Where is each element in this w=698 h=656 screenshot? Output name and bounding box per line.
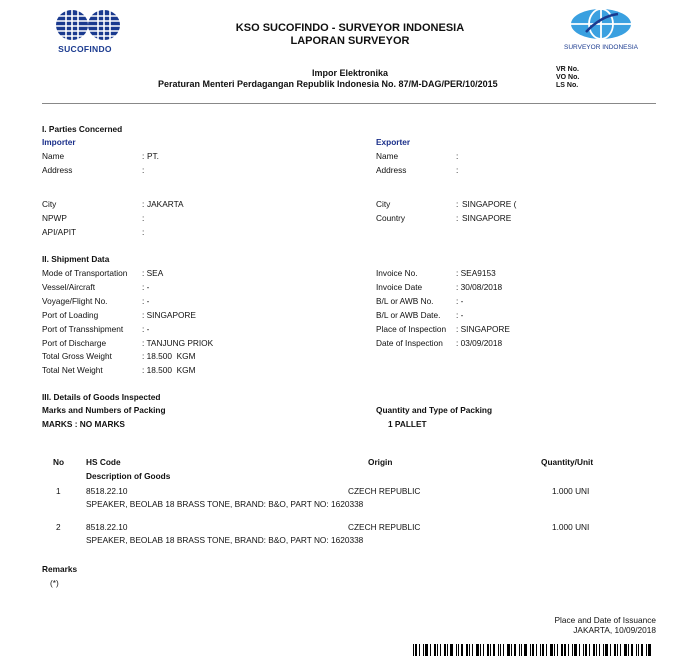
importer-address-colon: :: [142, 165, 145, 175]
importer-name-label: Name: [42, 151, 65, 161]
shipment-right-value: : -: [456, 310, 464, 320]
shipment-left-label: Port of Discharge: [42, 338, 107, 348]
shipment-left-value: : SEA: [142, 268, 164, 278]
shipment-left-value-text: SEA: [146, 268, 164, 278]
barcode-bar: [498, 644, 499, 656]
surveyor-logo-text: SURVEYOR INDONESIA: [564, 44, 638, 51]
barcode-bar: [610, 644, 611, 656]
exporter-city-label: City: [376, 199, 391, 209]
remarks-heading: Remarks: [42, 564, 78, 574]
shipment-left-label: Mode of Transportation: [42, 268, 128, 278]
barcode-bar: [646, 644, 647, 656]
col-hs-header: HS Code: [86, 457, 121, 467]
importer-npwp-colon: :: [142, 213, 145, 223]
surveyor-globe-icon: [556, 8, 646, 42]
barcode-bar: [574, 644, 577, 656]
barcode-bar: [524, 644, 527, 656]
barcode-bar: [487, 644, 489, 656]
barcode-bar: [469, 644, 470, 656]
barcode-bar: [500, 644, 501, 656]
barcode-bar: [430, 644, 431, 656]
barcode-bar: [521, 644, 522, 656]
item-no: 1: [56, 486, 61, 496]
barcode-bar: [514, 644, 516, 656]
shipment-left-label: Port of Transshipment: [42, 324, 124, 334]
shipment-left-value: : SINGAPORE: [142, 310, 196, 320]
barcode-bar: [507, 644, 510, 656]
barcode: [413, 644, 656, 656]
barcode-bar: [413, 644, 414, 656]
barcode-bar: [472, 644, 473, 656]
shipment-right-value: : SINGAPORE: [456, 324, 510, 334]
shipment-right-label: Invoice Date: [376, 282, 423, 292]
shipment-right-value: : SEA9153: [456, 268, 496, 278]
barcode-bar: [511, 644, 512, 656]
item-origin: CZECH REPUBLIC: [348, 522, 421, 532]
barcode-bar: [461, 644, 463, 656]
shipment-right-value: : -: [456, 296, 464, 306]
barcode-bar: [572, 644, 573, 656]
importer-address-label: Address: [42, 165, 73, 175]
shipment-left-value: : 18.500 KGM: [142, 351, 196, 361]
shipment-left-value: : -: [142, 282, 150, 292]
barcode-bar: [579, 644, 580, 656]
barcode-bar: [437, 644, 438, 656]
importer-api-colon: :: [142, 227, 145, 237]
barcode-bar: [614, 644, 616, 656]
barcode-bar: [415, 644, 417, 656]
barcode-bar: [440, 644, 441, 656]
marks-value: MARKS : NO MARKS: [42, 419, 125, 429]
barcode-bar: [444, 644, 446, 656]
surveyor-indonesia-logo: [556, 8, 646, 52]
barcode-bar: [648, 644, 651, 656]
barcode-bar: [617, 644, 618, 656]
barcode-bar: [542, 644, 544, 656]
barcode-bar: [599, 644, 600, 656]
barcode-bar: [638, 644, 639, 656]
importer-city-colon: :: [142, 199, 145, 209]
barcode-bar: [536, 644, 537, 656]
shipment-right-value-text: 03/09/2018: [460, 338, 503, 348]
shipment-left-value-text: -: [146, 296, 150, 306]
barcode-bar: [628, 644, 629, 656]
goods-section-title: III. Details of Goods Inspected: [42, 392, 161, 402]
barcode-bar: [603, 644, 604, 656]
item-hs: 8518.22.10: [86, 486, 128, 496]
importer-name-colon: :: [142, 151, 145, 161]
shipment-right-label: B/L or AWB No.: [376, 296, 434, 306]
report-title-line1: KSO SUCOFINDO - SURVEYOR INDONESIA: [235, 22, 465, 34]
importer-api-label: API/APIT: [42, 227, 77, 237]
barcode-bar: [540, 644, 541, 656]
barcode-bar: [624, 644, 627, 656]
item-qty: 1.000 UNI: [552, 486, 590, 496]
shipment-left-value-text: 18.500 KGM: [146, 351, 196, 361]
barcode-bar: [456, 644, 457, 656]
issuance-value: JAKARTA, 10/09/2018: [573, 625, 656, 635]
barcode-bar: [530, 644, 531, 656]
shipment-right-value-text: SINGAPORE: [460, 324, 510, 334]
sucofindo-logo: [46, 8, 124, 52]
sucofindo-globe-icon: [46, 8, 124, 42]
barcode-bar: [466, 644, 468, 656]
shipment-left-value-text: -: [146, 282, 150, 292]
barcode-bar: [557, 644, 558, 656]
shipment-left-label: Total Gross Weight: [42, 351, 112, 361]
barcode-bar: [631, 644, 633, 656]
shipment-section-title: II. Shipment Data: [42, 254, 110, 264]
barcode-bar: [546, 644, 547, 656]
barcode-bar: [583, 644, 584, 656]
exporter-country-label: Country: [376, 213, 406, 223]
exporter-heading: Exporter: [376, 137, 411, 147]
exporter-city-colon: :: [456, 199, 459, 209]
barcode-bar: [554, 644, 555, 656]
col-origin-header: Origin: [368, 457, 393, 467]
barcode-bar: [493, 644, 495, 656]
shipment-left-label: Voyage/Flight No.: [42, 296, 108, 306]
marks-heading: Marks and Numbers of Packing: [42, 405, 166, 415]
importer-city-label: City: [42, 199, 57, 209]
shipment-right-label: B/L or AWB Date.: [376, 310, 441, 320]
shipment-right-value-text: -: [460, 296, 464, 306]
exporter-country-value: SINGAPORE: [462, 213, 512, 223]
barcode-bar: [585, 644, 587, 656]
shipment-left-value: : 18.500 KGM: [142, 365, 196, 375]
barcode-bar: [605, 644, 608, 656]
barcode-bar: [550, 644, 553, 656]
shipment-left-label: Port of Loading: [42, 310, 99, 320]
shipment-right-label: Invoice No.: [376, 268, 418, 278]
barcode-bar: [636, 644, 637, 656]
barcode-bar: [476, 644, 479, 656]
exporter-address-label: Address: [376, 165, 407, 175]
barcode-bar: [593, 644, 595, 656]
shipment-right-label: Place of Inspection: [376, 324, 447, 334]
shipment-right-value-text: 30/08/2018: [460, 282, 503, 292]
ls-no-label: LS No.: [556, 82, 579, 89]
shipment-left-value: : -: [142, 296, 150, 306]
shipment-right-value: : 30/08/2018: [456, 282, 503, 292]
importer-npwp-label: NPWP: [42, 213, 67, 223]
barcode-bar: [596, 644, 597, 656]
importer-city-value: JAKARTA: [147, 199, 184, 209]
barcode-bar: [503, 644, 504, 656]
shipment-left-value-text: TANJUNG PRIOK: [146, 338, 214, 348]
shipment-left-value: : TANJUNG PRIOK: [142, 338, 214, 348]
header-divider: [42, 103, 656, 104]
barcode-bar: [519, 644, 520, 656]
barcode-bar: [419, 644, 420, 656]
importer-heading: Importer: [42, 137, 76, 147]
item-hs: 8518.22.10: [86, 522, 128, 532]
exporter-name-colon: :: [456, 151, 459, 161]
shipment-left-label: Total Net Weight: [42, 365, 103, 375]
barcode-bar: [434, 644, 436, 656]
shipment-left-value-text: SINGAPORE: [146, 310, 196, 320]
shipment-right-value-text: SEA9153: [460, 268, 496, 278]
barcode-bar: [423, 644, 424, 656]
item-desc: SPEAKER, BEOLAB 18 BRASS TONE, BRAND: B&O, PART NO: 1620338: [86, 499, 364, 509]
report-subtitle-line2: Peraturan Menteri Perdagangan Republik Indonesia No. 87/M-DAG/PER/10/2015: [158, 79, 498, 89]
item-desc: SPEAKER, BEOLAB 18 BRASS TONE, BRAND: B&O, PART NO: 1620338: [86, 535, 364, 545]
barcode-bar: [589, 644, 590, 656]
barcode-bar: [641, 644, 643, 656]
barcode-bar: [568, 644, 569, 656]
col-no-header: No: [53, 457, 65, 467]
barcode-bar: [561, 644, 563, 656]
item-no: 2: [56, 522, 61, 532]
exporter-name-label: Name: [376, 151, 399, 161]
shipment-left-label: Vessel/Aircraft: [42, 282, 96, 292]
barcode-bar: [480, 644, 481, 656]
exporter-city-value: SINGAPORE (: [462, 199, 517, 209]
barcode-bar: [490, 644, 491, 656]
parties-section-title: I. Parties Concerned: [42, 124, 123, 134]
col-qty-header: Quantity/Unit: [541, 457, 594, 467]
item-qty: 1.000 UNI: [552, 522, 590, 532]
barcode-bar: [532, 644, 534, 656]
qty-type-heading: Quantity and Type of Packing: [376, 405, 493, 415]
exporter-country-colon: :: [456, 213, 459, 223]
shipment-left-value: : -: [142, 324, 150, 334]
shipment-left-value-text: 18.500 KGM: [146, 365, 196, 375]
shipment-left-value-text: -: [146, 324, 150, 334]
shipment-right-label: Date of Inspection: [376, 338, 443, 348]
report-title-line2: LAPORAN SURVEYOR: [290, 35, 410, 47]
col-desc-header: Description of Goods: [86, 471, 171, 481]
barcode-bar: [447, 644, 448, 656]
barcode-bar: [483, 644, 484, 656]
barcode-bar: [620, 644, 621, 656]
importer-name-value: PT.: [147, 151, 159, 161]
exporter-address-colon: :: [456, 165, 459, 175]
vo-no-label: VO No.: [556, 74, 580, 81]
barcode-bar: [458, 644, 459, 656]
shipment-right-value-text: -: [460, 310, 464, 320]
shipment-right-value: : 03/09/2018: [456, 338, 503, 348]
item-origin: CZECH REPUBLIC: [348, 486, 421, 496]
barcode-bar: [564, 644, 566, 656]
issuance-label: Place and Date of Issuance: [554, 615, 656, 625]
report-subtitle-line1: Impor Elektronika: [311, 68, 389, 78]
barcode-bar: [450, 644, 453, 656]
vr-no-label: VR No.: [556, 66, 579, 73]
sucofindo-logo-text: SUCOFINDO: [58, 44, 112, 54]
barcode-bar: [425, 644, 428, 656]
qty-type-value: 1 PALLET: [388, 419, 427, 429]
remarks-value: (*): [50, 578, 59, 588]
